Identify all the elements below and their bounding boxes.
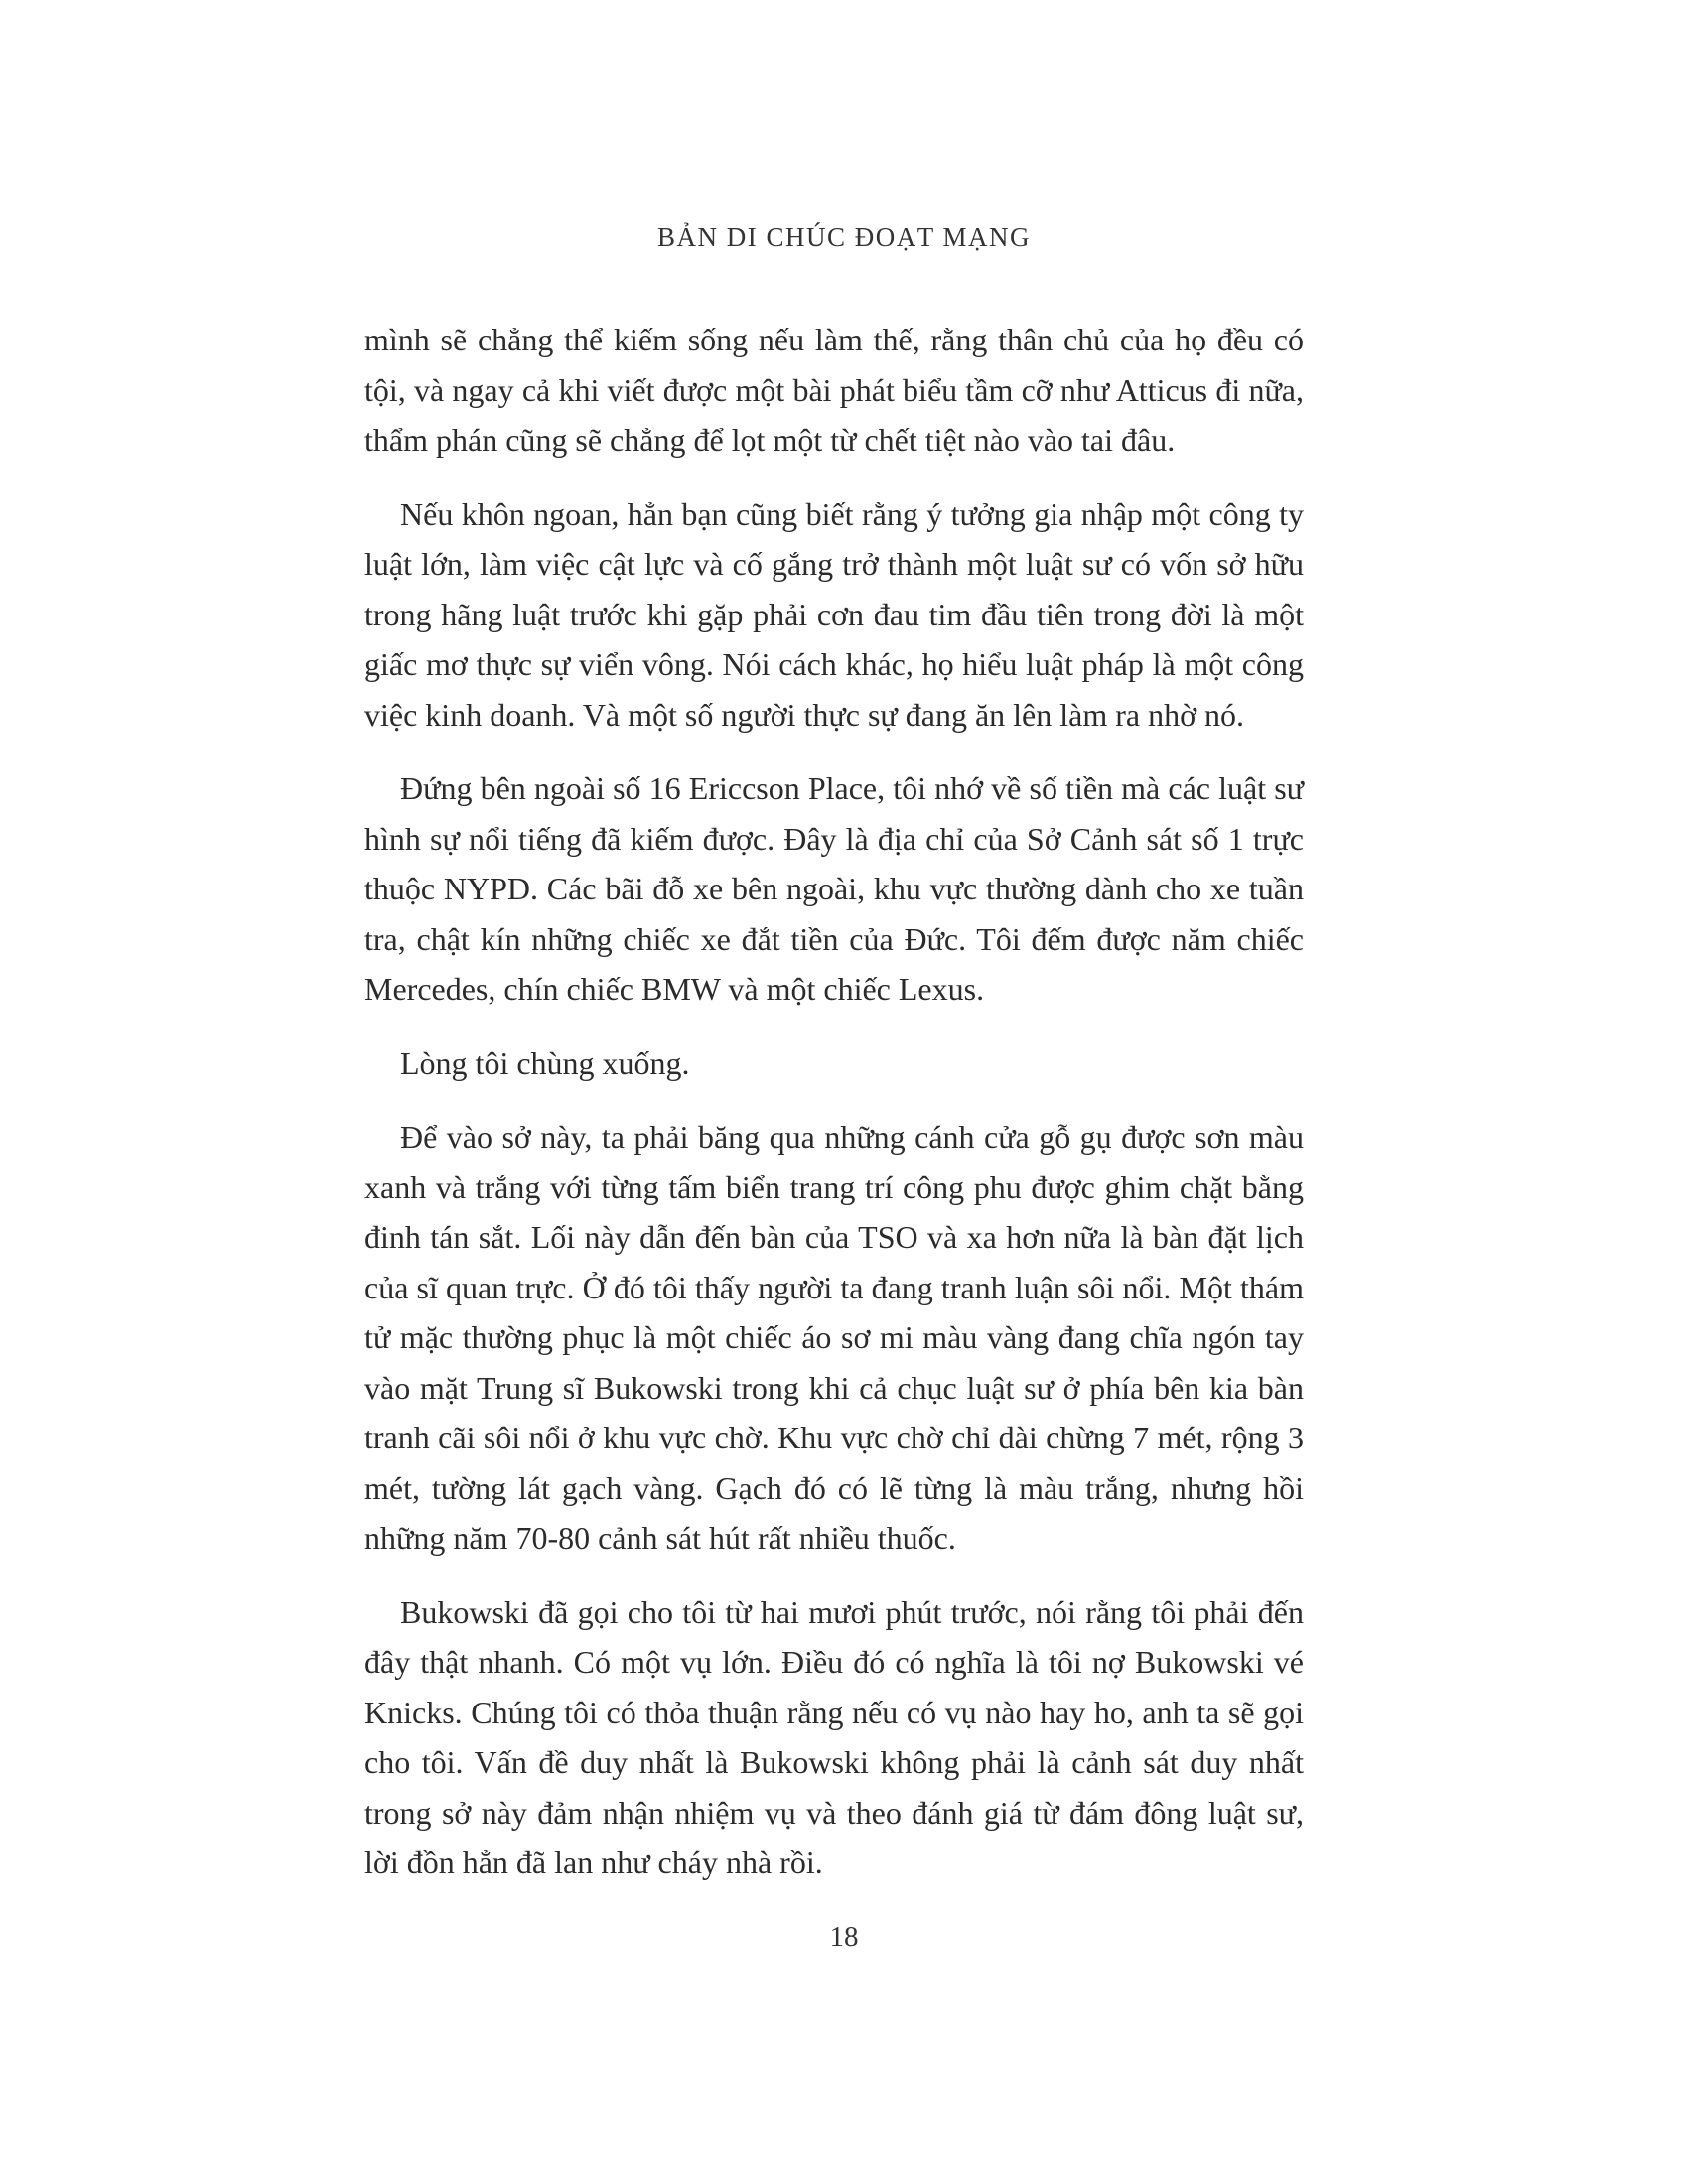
body-text [364,315,1304,1912]
paragraph-3: Đứng bên ngoài số 16 Ericcson Place, tôi nhớ về số tiền mà các luật sư hình sự nổi tiếng đã kiếm được. Đây là địa chỉ của Sở Cảnh sát số 1 trực thuộc NYPD. Các bãi đỗ xe bên ngoài, khu vực thường dành cho xe tuần tra, chật kín những chiếc xe đắt tiền của Đức. Tôi đếm được năm chiếc Mercedes, chín chiếc BMW và một chiếc Lexus. [364,770,1304,1007]
paragraph-5: Để vào sở này, ta phải băng qua những cánh cửa gỗ gụ được sơn màu xanh và trắng với từng tấm biển trang trí công phu được ghim chặt bằng đinh tán sắt. Lối này dẫn đến bàn của TSO và xa hơn nữa là bàn đặt lịch của sĩ quan trực. Ở đó tôi thấy người ta đang tranh luận sôi nổi. Một thám tử mặc thường phục là một chiếc áo sơ mi màu vàng đang chĩa ngón tay vào mặt Trung sĩ Bukowski trong khi cả chục luật sư ở phía bên kia bàn tranh cãi sôi nổi ở khu vực chờ. Khu vực chờ chỉ dài chừng 7 mét, rộng 3 mét, tường lát gạch vàng. Gạch đó có lẽ từng là màu trắng, nhưng hồi những năm 70-80 cảnh sát hút rất nhiều thuốc. [364,1119,1304,1556]
paragraph-1: mình sẽ chẳng thể kiếm sống nếu làm thế, rằng thân chủ của họ đều có tội, và ngay cả khi viết được một bài phát biểu tầm cỡ như Atticus đi nữa, thẩm phán cũng sẽ chẳng để lọt một từ chết tiệt nào vào tai đâu. [364,322,1304,458]
running-header: BẢN DI CHÚC ĐOẠT MẠNG [656,222,1031,252]
paragraph-2: Nếu khôn ngoan, hẳn bạn cũng biết rằng ý tưởng gia nhập một công ty luật lớn, làm việc cật lực và cố gắng trở thành một luật sư có vốn sở hữu trong hãng luật trước khi gặp phải cơn đau tim đầu tiên trong đời là một giấc mơ thực sự viển vông. Nói cách khác, họ hiểu luật pháp là một công việc kinh doanh. Và một số người thực sự đang ăn lên làm ra nhờ nó. [364,495,1304,733]
paragraph-4: Lòng tôi chùng xuống. [400,1044,690,1081]
page-number: 18 [829,1921,859,1953]
paragraph-6: Bukowski đã gọi cho tôi từ hai mươi phút trước, nói rằng tôi phải đến đây thật nhanh. Có một vụ lớn. Điều đó có nghĩa là tôi nợ Bukowski vé Knicks. Chúng tôi có thỏa thuận rằng nếu có vụ nào hay ho, anh ta sẽ gọi cho tôi. Vấn đề duy nhất là Bukowski không phải là cảnh sát duy nhất trong sở này đảm nhận nhiệm vụ và theo đánh giá từ đám đông luật sư, lời đồn hẳn đã lan như cháy nhà rồi. [364,1593,1304,1880]
